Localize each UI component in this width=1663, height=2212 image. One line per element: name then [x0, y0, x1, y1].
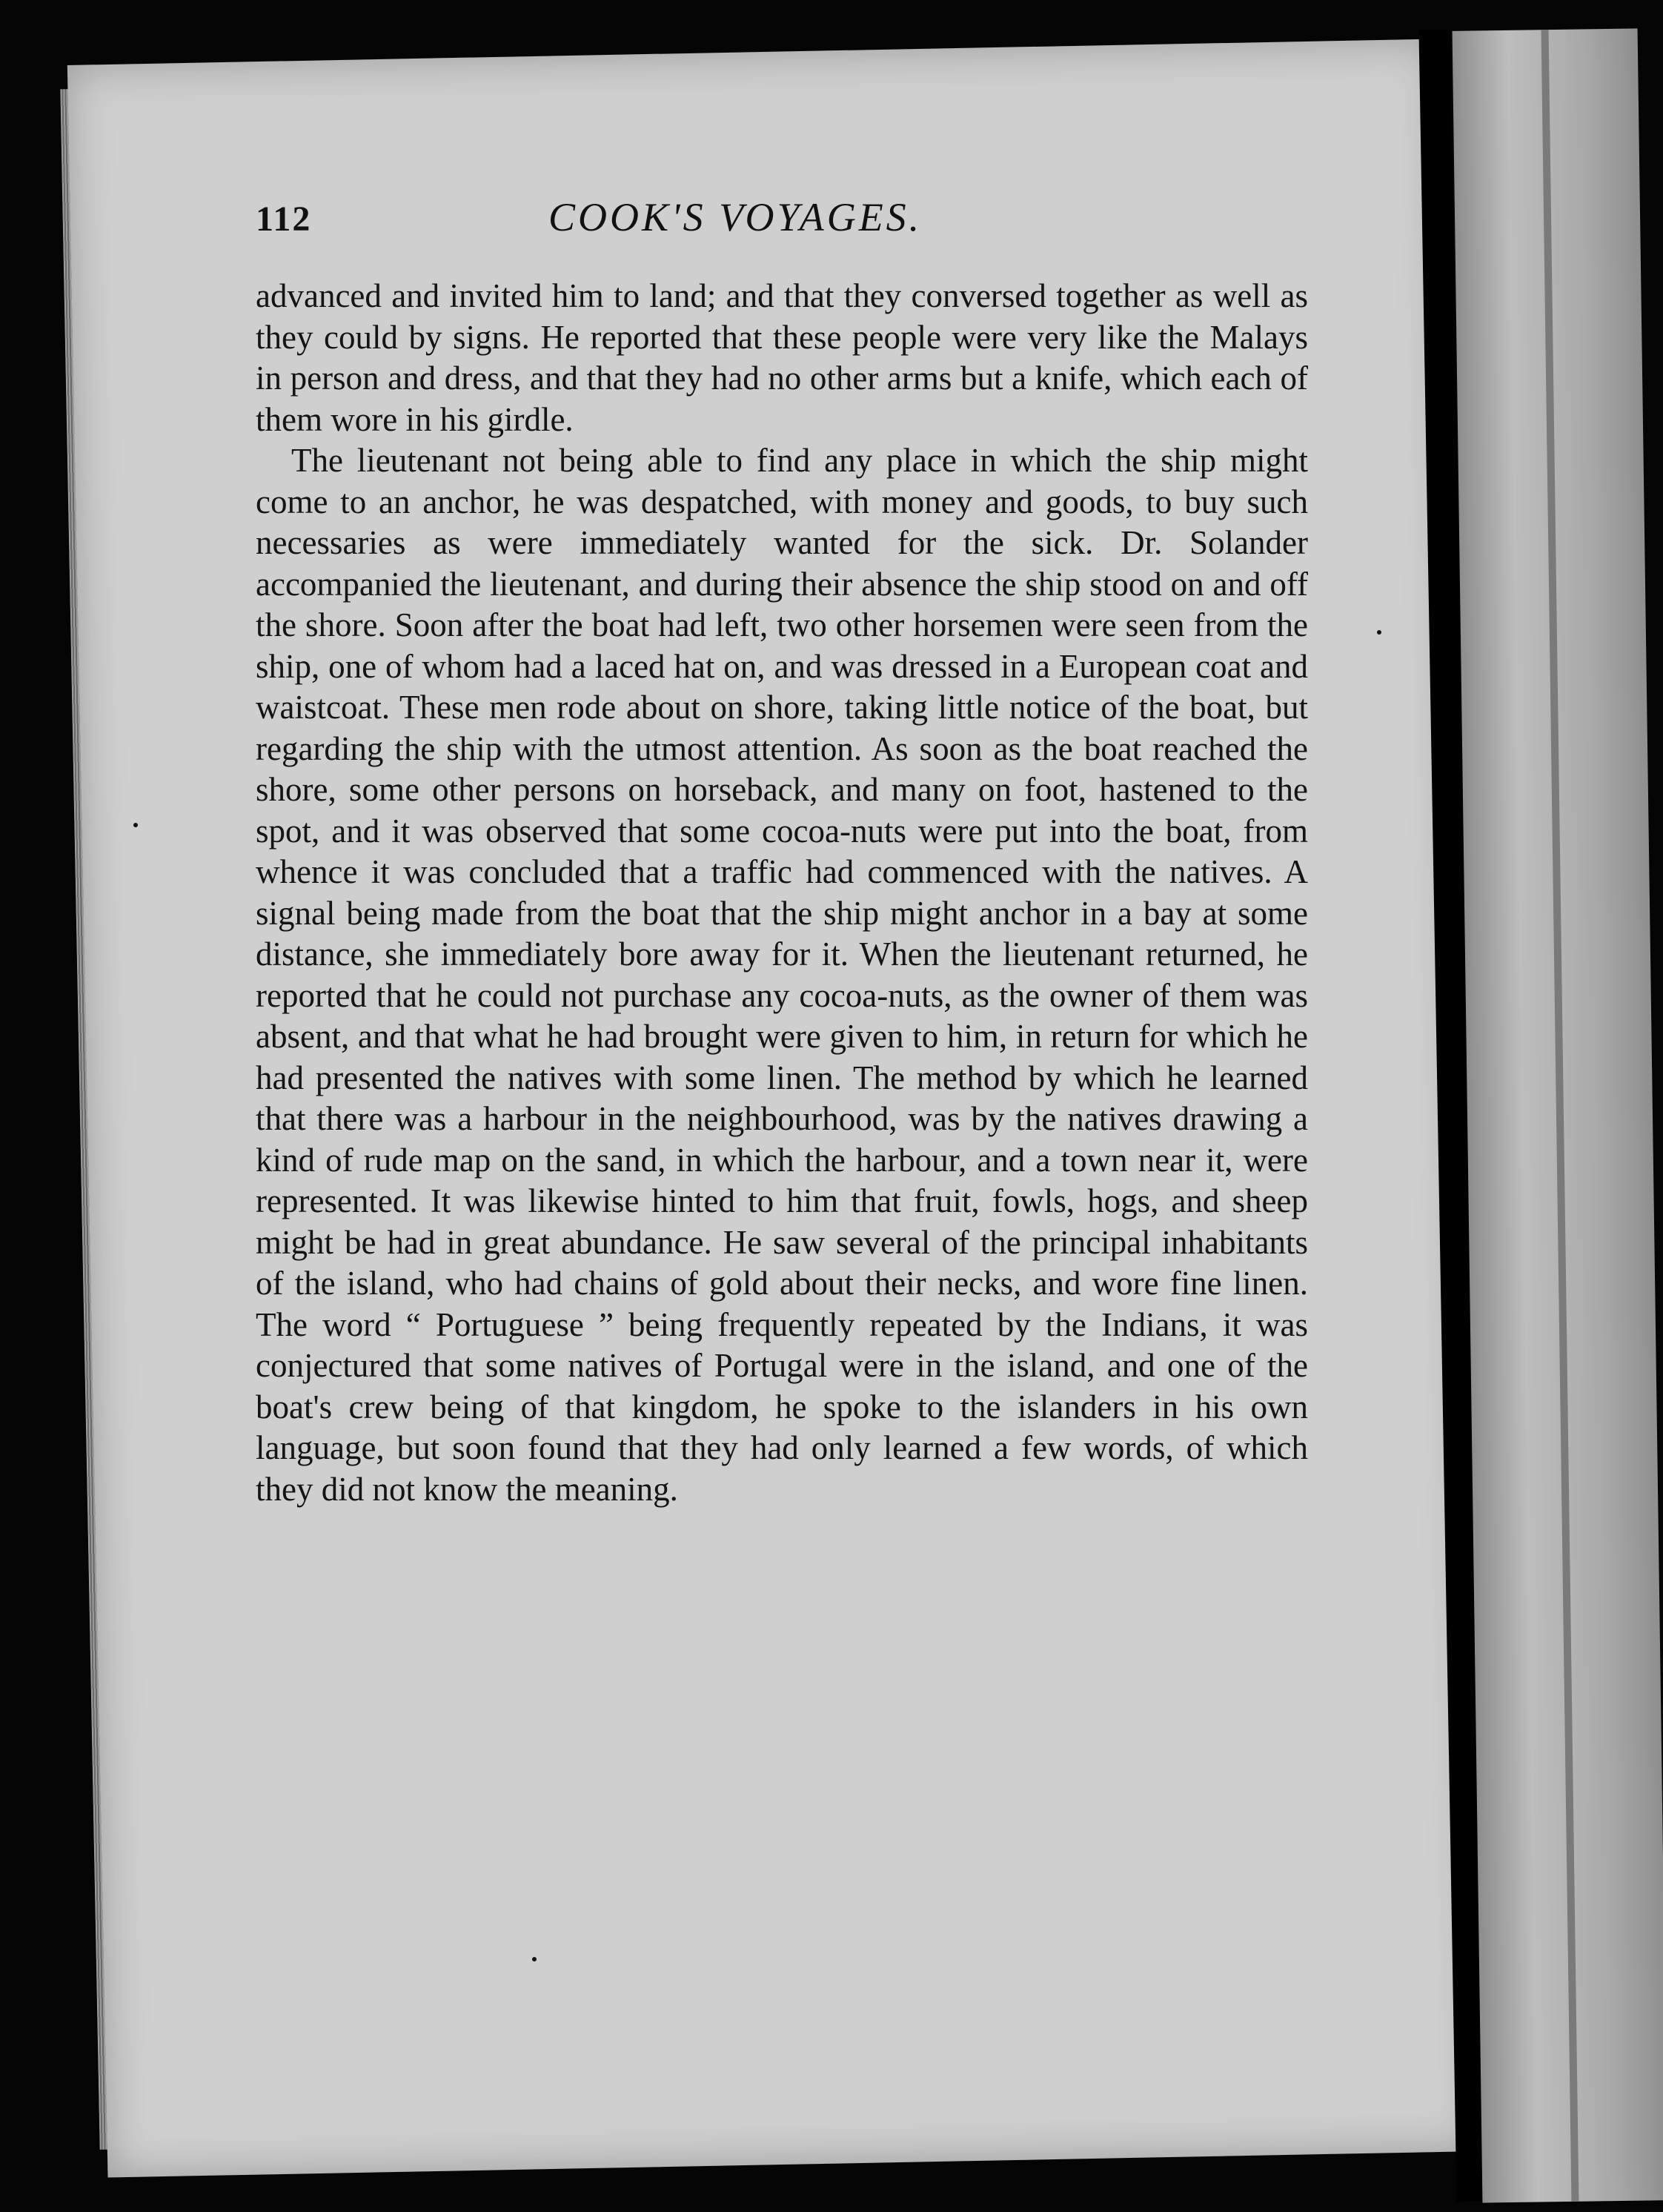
- dust-speck: [532, 1957, 537, 1961]
- page-header: [256, 195, 1293, 258]
- facing-page-edge: [1453, 28, 1663, 2202]
- paragraph-2: The lieutenant not being able to find any place in which the ship might come to an anchor, he was despatched, with money and goods, to buy such necessaries as were immediately wanted for the sick. Dr. Solander accompanied the lieutenant, and during their absence the ship stood on and off the shore. Soon after the boat had left, two other horsemen were seen from the ship, one of whom had a laced hat on, and was dressed in a European coat and waistcoat. These men rode about on shore, taking little notice of the boat, but regarding the ship with the utmost attention. As soon as the boat reached the shore, some other persons on horseback, and many on foot, hastened to the spot, and it was observed that some cocoa-nuts were put into the boat, from whence it was concluded that a traffic had commenced with the natives. A signal being made from the boat that the ship might anchor in a bay at some distance, she immediately bore away for it. When the lieutenant returned, he reported that he could not purchase any cocoa-nuts, as the owner of them was absent, and that what he had brought were given to him, in return for which he had presented the natives with some linen. The method by which he learned that there was a harbour in the neighbourhood, was by the natives drawing a kind of rude map on the sand, in which the harbour, and a town near it, were represented. It was likewise hinted to him that fruit, fowls, hogs, and sheep might be had in great abundance. He saw several of the principal inhabitants of the island, who had chains of gold about their necks, and wore fine linen. The word “ Portuguese ” being frequently repeated by the Indians, it was conjectured that some natives of Portugal were in the island, and one of the boat's crew being of that kingdom, he spoke to the islanders in his own language, but soon found that they had only learned a few words, of which they did not know the meaning.: [256, 442, 1308, 1508]
- dust-speck: [1377, 630, 1381, 635]
- running-title: COOK'S VOYAGES.: [548, 195, 923, 239]
- page-body: [256, 276, 1308, 1510]
- page-number: 112: [256, 199, 312, 239]
- dust-speck: [133, 823, 138, 827]
- paragraph-1: advanced and invited him to land; and that they conversed together as well as they could by signs. He reported that these people were very like the Malays in person and dress, and that they had no other arms but a knife, which each of them wore in his girdle.: [256, 277, 1308, 438]
